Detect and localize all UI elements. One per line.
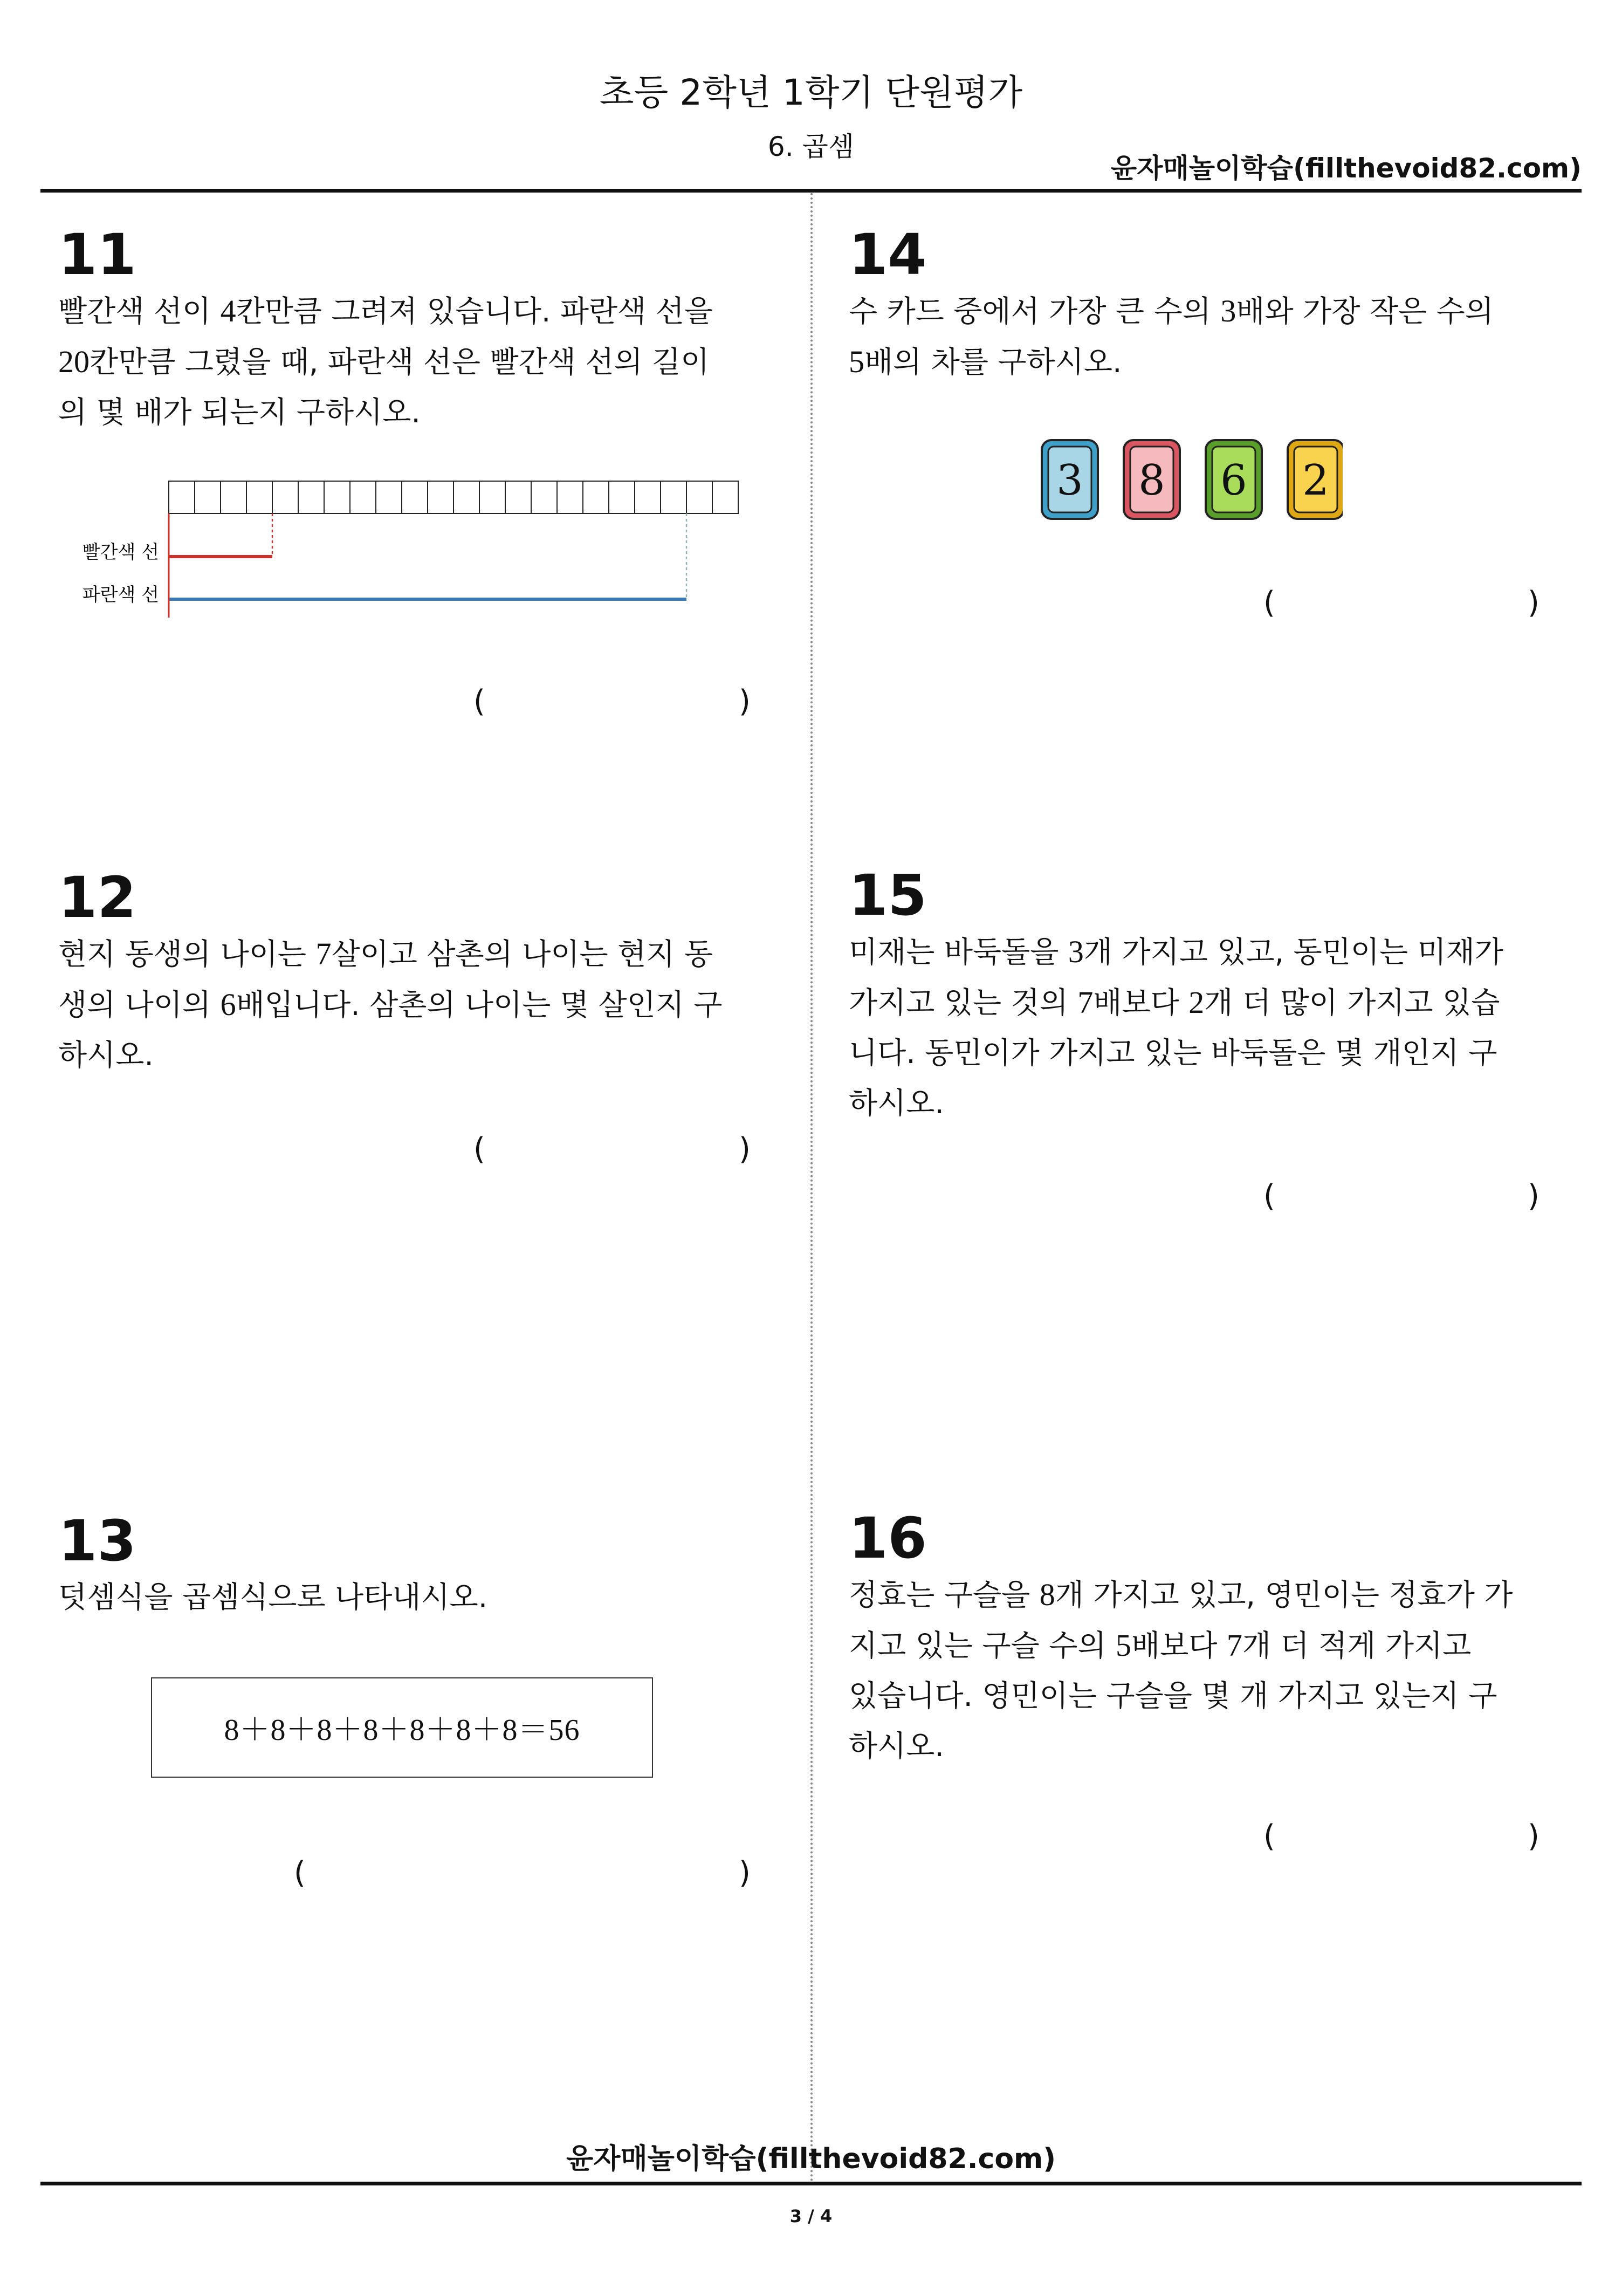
grid-cell: [505, 481, 531, 513]
question-line: 하시오.: [849, 1729, 944, 1763]
question-16: [849, 1505, 1541, 1771]
question-number: 12: [58, 865, 136, 930]
question-13: [58, 1508, 750, 1622]
answer-paren-close: ): [739, 1855, 751, 1890]
grid-cell: [298, 481, 324, 513]
grid-cell: [686, 481, 712, 513]
question-number: 13: [58, 1508, 136, 1574]
question-text: [849, 1569, 1541, 1771]
grid-cell: [169, 481, 195, 513]
red-line-label: 빨간색 선: [82, 542, 159, 563]
question-11: [58, 222, 750, 437]
question-line: 의 몇 배가 되는지 구하시오.: [58, 395, 421, 429]
page-number: 3 / 4: [789, 2206, 833, 2226]
footer-site-name: 윤자매놀이학습(fillthevoid82.com): [566, 2143, 1056, 2175]
question-line: 미재는 바둑돌을 3개 가지고 있고, 동민이는 미재가: [849, 934, 1503, 969]
answer-paren-open: (: [473, 1132, 485, 1167]
question-line: 5배의 차를 구하시오.: [849, 344, 1122, 379]
number-card-value: 6: [1220, 456, 1247, 505]
number-card: [1288, 440, 1343, 519]
grid-cell: [350, 481, 376, 513]
grid-cell: [609, 481, 635, 513]
question-14: [849, 222, 1541, 387]
number-card: [1124, 440, 1180, 519]
grid-cell: [376, 481, 402, 513]
header-site-name: 윤자매놀이학습(fillthevoid82.com): [1110, 153, 1582, 184]
answer-paren-close: ): [1528, 1178, 1539, 1214]
question-text: [849, 927, 1541, 1128]
grid-cell: [453, 481, 479, 513]
question-line: 수 카드 중에서 가장 큰 수의 3배와 가장 작은 수의: [849, 293, 1494, 328]
question-line: 지고 있는 구슬 수의 5배보다 7개 더 적게 가지고: [849, 1628, 1472, 1663]
question-text: [58, 1572, 750, 1622]
number-card-value: 2: [1302, 456, 1329, 505]
footer-divider: [40, 2182, 1582, 2185]
page-title: 초등 2학년 1학기 단원평가: [599, 72, 1023, 113]
grid-cell: [272, 481, 298, 513]
unit-subtitle: 6. 곱셈: [767, 131, 855, 162]
question-line: 하시오.: [849, 1086, 944, 1120]
number-card: [1042, 440, 1098, 519]
grid-cell: [246, 481, 272, 513]
grid-cell: [661, 481, 686, 513]
grid-cell: [635, 481, 661, 513]
question-number: 15: [849, 862, 927, 928]
grid-cell: [557, 481, 583, 513]
grid-cell: [324, 481, 350, 513]
blue-line-label: 파란색 선: [82, 584, 159, 606]
number-card-value: 8: [1138, 456, 1165, 505]
grid-cell: [402, 481, 428, 513]
number-card-value: 3: [1056, 456, 1083, 505]
answer-paren-close: ): [739, 1132, 751, 1167]
question-line: 정효는 구슬을 8개 가지고 있고, 영민이는 정효가 가: [849, 1577, 1513, 1612]
question-15: [849, 862, 1541, 1128]
question-number: 11: [58, 222, 136, 287]
grid-cell: [428, 481, 453, 513]
line-length-diagram: [65, 480, 744, 620]
number-cards: [1041, 437, 1343, 523]
grid-cell: [221, 481, 246, 513]
answer-paren-close: ): [1528, 1819, 1539, 1854]
grid-cell: [712, 481, 738, 513]
answer-paren-open: (: [1263, 1178, 1275, 1214]
question-line: 빨간색 선이 4칸만큼 그려져 있습니다. 파란색 선을: [58, 293, 713, 328]
addition-equation-box: 8＋8＋8＋8＋8＋8＋8＝56: [151, 1677, 653, 1778]
question-text: [849, 286, 1541, 387]
grid-cell: [583, 481, 609, 513]
question-number: 14: [849, 222, 927, 287]
number-card: [1206, 440, 1262, 519]
grid-cell: [531, 481, 557, 513]
question-number: 16: [849, 1505, 927, 1571]
question-line: 하시오.: [58, 1038, 154, 1072]
header-divider: [40, 189, 1582, 193]
question-text: [58, 929, 750, 1080]
grid-cell: [479, 481, 505, 513]
question-line: 20칸만큼 그렸을 때, 파란색 선은 빨간색 선의 길이: [58, 344, 710, 379]
question-text: [58, 286, 750, 437]
grid-cell: [195, 481, 221, 513]
question-line: 덧셈식을 곱셈식으로 나타내시오.: [58, 1580, 488, 1614]
answer-paren-open: (: [473, 684, 485, 719]
question-line: 현지 동생의 나이는 7살이고 삼촌의 나이는 현지 동: [58, 936, 713, 971]
question-line: 니다. 동민이가 가지고 있는 바둑돌은 몇 개인지 구: [849, 1036, 1497, 1070]
column-divider: [810, 193, 813, 2183]
question-line: 있습니다. 영민이는 구슬을 몇 개 가지고 있는지 구: [849, 1678, 1497, 1713]
question-12: [58, 865, 750, 1080]
answer-paren-open: (: [1263, 585, 1275, 620]
answer-paren-open: (: [1263, 1819, 1275, 1854]
answer-paren-close: ): [1528, 585, 1539, 620]
question-line: 생의 나이의 6배입니다. 삼촌의 나이는 몇 살인지 구: [58, 987, 723, 1022]
answer-paren-close: ): [739, 684, 751, 719]
answer-paren-open: (: [294, 1855, 306, 1890]
question-line: 가지고 있는 것의 7배보다 2개 더 많이 가지고 있습: [849, 985, 1500, 1020]
